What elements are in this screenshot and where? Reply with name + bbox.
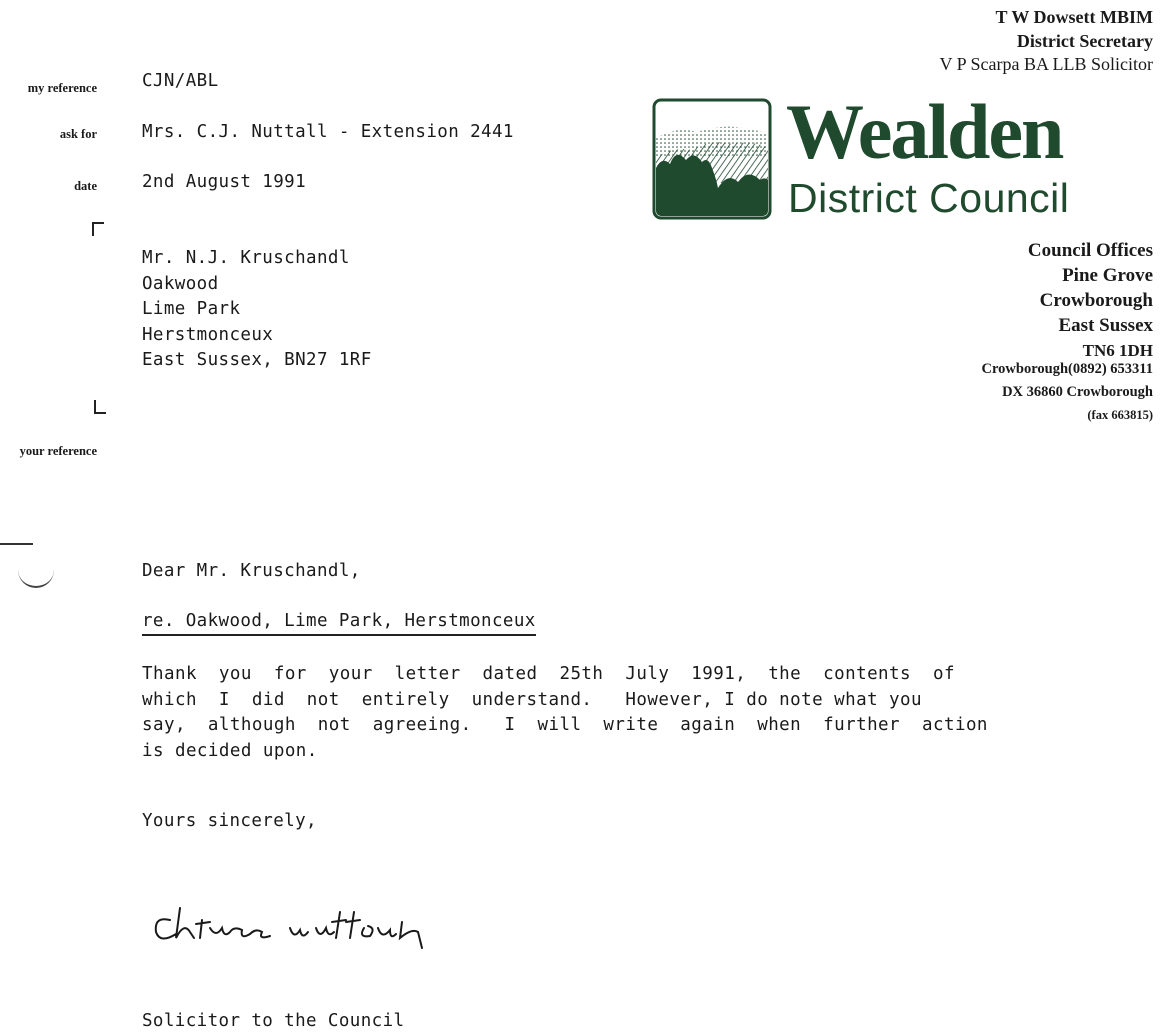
contact-block [982,358,1153,427]
signature-icon [150,898,470,958]
body-line: Thank you for your letter dated 25th July 1991, the contents of [142,664,955,684]
address-line: Council Offices [1027,240,1153,261]
logo-subtitle: District Council [788,175,1070,221]
window-mark-top [92,222,104,236]
fold-mark [0,543,33,545]
council-logo-emblem [652,98,772,220]
address-line: East Sussex [1058,315,1153,336]
address-line: Crowborough [1039,290,1153,311]
body-line: is decided upon. [142,740,318,761]
recipient-address [142,246,372,374]
recipient-line: East Sussex, BN27 1RF [142,350,372,370]
closing: Yours sincerely, [142,811,317,831]
solicitor-name: V P Scarpa BA LLB Solicitor [939,54,1153,74]
address-line: Pine Grove [1062,265,1153,286]
body-line: which I did not entirely understand. However, I do note what you [142,689,922,710]
landscape-icon [652,98,772,220]
recipient-name: Mr. N.J. Kruschandl [142,248,350,268]
label-date: date [74,179,97,193]
letter-body [142,662,988,764]
logo-wordmark: Wealden [786,88,1063,175]
dx-number: DX 36860 Crowborough [1002,384,1153,400]
recipient-line: Herstmonceux [142,324,274,345]
signatory-title: Solicitor to the Council [142,1011,405,1031]
fax-number: (fax 663815) [1087,408,1153,422]
label-your-reference: your reference [19,444,97,458]
recipient-line: Oakwood [142,273,219,294]
officer-name: T W Dowsett MBIM [995,7,1153,27]
officer-title: District Secretary [1016,30,1153,51]
salutation: Dear Mr. Kruschandl, [142,561,361,581]
date-value: 2nd August 1991 [142,172,307,192]
signature [150,898,470,958]
label-ask-for: ask for [59,127,97,141]
address-block [1028,238,1153,363]
recipient-line: Lime Park [142,299,241,319]
officers-block [940,6,1154,77]
telephone: Crowborough(0892) 653311 [981,361,1153,377]
punch-mark [18,558,54,588]
postcode: TN6 1DH [1082,341,1153,360]
window-mark-bottom [94,400,106,414]
my-reference-value: CJN/ABL [142,71,219,91]
subject-line: re. Oakwood, Lime Park, Herstmonceux [142,611,536,636]
ask-for-value: Mrs. C.J. Nuttall - Extension 2441 [142,122,514,142]
label-my-reference: my reference [27,81,97,95]
body-line: say, although not agreeing. I will write again when further action [142,715,988,735]
